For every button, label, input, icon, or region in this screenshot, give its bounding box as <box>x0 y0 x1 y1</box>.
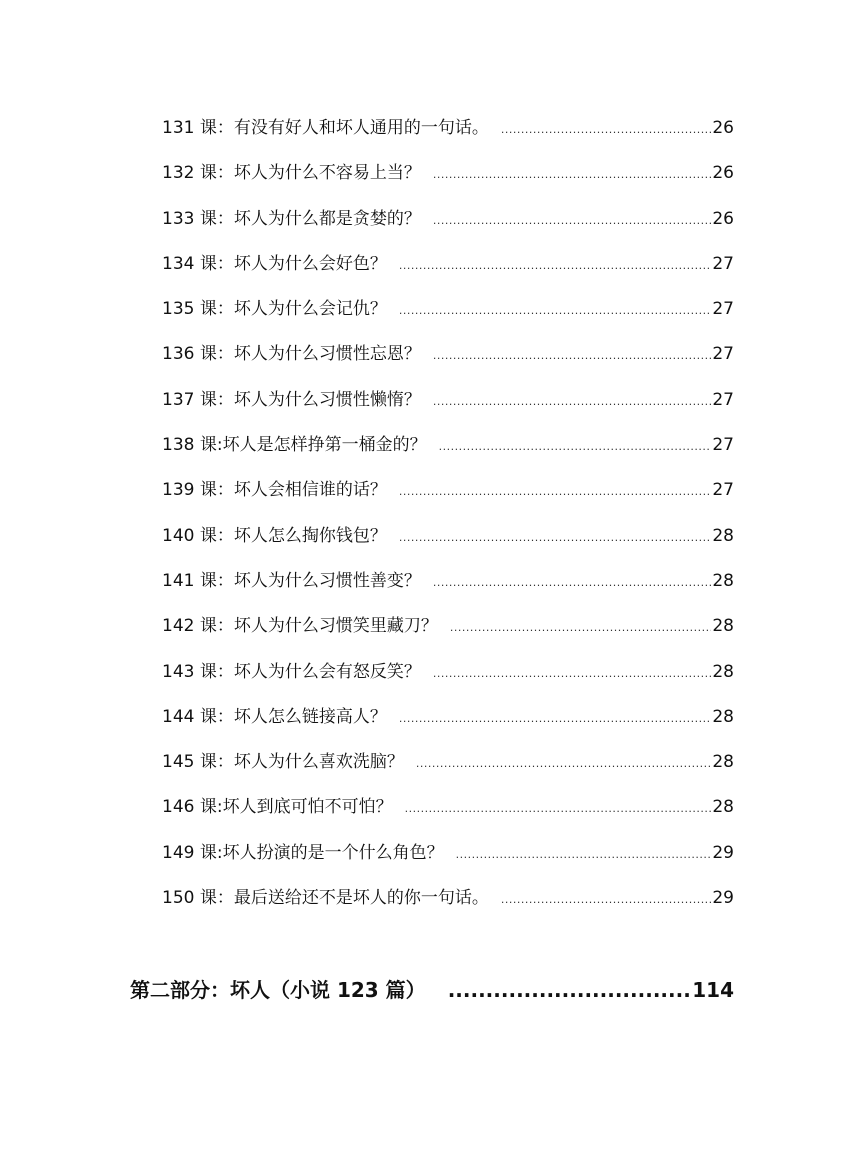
toc-entry-title: 131 课：有没有好人和坏人通用的一句话。 <box>162 118 489 138</box>
toc-entry-page: 27 <box>712 480 734 501</box>
toc-entry-page: 28 <box>712 525 734 546</box>
toc-entry-page: 27 <box>712 253 734 274</box>
toc-entry-title: 132 课：坏人为什么不容易上当？ <box>162 163 421 184</box>
toc-entry-title: 150 课：最后送给还不是坏人的你一句话。 <box>162 888 489 909</box>
toc-entry-132[interactable] <box>162 158 734 203</box>
toc-entry-page: 26 <box>712 163 734 184</box>
toc-entry-138[interactable] <box>162 430 734 475</box>
part-title: 第二部分：坏人（小说 123 篇） <box>130 978 426 1002</box>
toc-entry-title: 136 课：坏人为什么习惯性忘恩？ <box>162 344 421 365</box>
toc-entry-page: 28 <box>712 706 734 727</box>
toc-entry-134[interactable] <box>162 249 734 294</box>
toc-entry-page: 26 <box>712 208 734 229</box>
toc-entry-title: 135 课：坏人为什么会记仇？ <box>162 299 387 320</box>
toc-entry-135[interactable] <box>162 294 734 339</box>
toc-entry-140[interactable] <box>162 521 734 566</box>
toc-entry-136[interactable] <box>162 339 734 384</box>
dot-leader <box>399 296 712 326</box>
toc-entry-title: 133 课：坏人为什么都是贪婪的？ <box>162 208 421 229</box>
toc-entry-page: 26 <box>712 118 734 138</box>
toc-entry-137[interactable] <box>162 385 734 430</box>
toc-entry-133[interactable] <box>162 204 734 249</box>
toc-entry-146[interactable] <box>162 792 734 837</box>
toc-entry-page: 27 <box>712 344 734 365</box>
toc-entry-page: 28 <box>712 616 734 637</box>
toc-entry-page: 29 <box>712 842 734 863</box>
dot-leader <box>399 251 712 281</box>
toc-entry-title: 142 课：坏人为什么习惯笑里藏刀？ <box>162 616 438 637</box>
dot-leader <box>448 974 693 1006</box>
toc-entry-page: 27 <box>712 299 734 320</box>
dot-leader <box>433 387 712 417</box>
toc-part-two[interactable] <box>130 974 734 1006</box>
dot-leader <box>416 749 712 779</box>
dot-leader <box>399 477 712 507</box>
table-of-contents <box>162 113 734 928</box>
part-page: 114 <box>692 978 734 1002</box>
toc-entry-title: 145 课：坏人为什么喜欢洗脑？ <box>162 752 404 773</box>
toc-entry-title: 149 课:坏人扮演的是一个什么角色？ <box>162 842 444 863</box>
dot-leader <box>501 115 712 145</box>
dot-leader <box>433 206 712 236</box>
toc-entry-page: 27 <box>712 435 734 456</box>
toc-entry-141[interactable] <box>162 566 734 611</box>
dot-leader <box>433 341 712 371</box>
toc-entry-title: 134 课：坏人为什么会好色？ <box>162 253 387 274</box>
dot-leader <box>433 659 712 689</box>
toc-entry-title: 141 课：坏人为什么习惯性善变？ <box>162 570 421 591</box>
toc-entry-131[interactable] <box>162 113 734 158</box>
toc-entry-title: 143 课：坏人为什么会有怒反笑？ <box>162 661 421 682</box>
dot-leader <box>439 432 712 462</box>
dot-leader <box>405 794 712 824</box>
toc-entry-142[interactable] <box>162 611 734 656</box>
dot-leader <box>456 840 712 870</box>
toc-entry-title: 146 课:坏人到底可怕不可怕？ <box>162 797 393 818</box>
toc-entry-title: 139 课：坏人会相信谁的话？ <box>162 480 387 501</box>
toc-entry-149[interactable] <box>162 838 734 883</box>
dot-leader <box>399 704 712 734</box>
toc-entry-page: 28 <box>712 797 734 818</box>
toc-entry-title: 140 课：坏人怎么掏你钱包？ <box>162 525 387 546</box>
toc-entry-page: 27 <box>712 389 734 410</box>
toc-entry-143[interactable] <box>162 657 734 702</box>
toc-entry-page: 28 <box>712 752 734 773</box>
dot-leader <box>501 885 712 915</box>
toc-entry-139[interactable] <box>162 475 734 520</box>
toc-entry-title: 138 课:坏人是怎样挣第一桶金的？ <box>162 435 427 456</box>
dot-leader <box>433 568 712 598</box>
toc-entry-page: 28 <box>712 570 734 591</box>
dot-leader <box>399 523 712 553</box>
dot-leader <box>450 613 712 643</box>
toc-entry-page: 29 <box>712 888 734 909</box>
toc-entry-title: 144 课：坏人怎么链接高人？ <box>162 706 387 727</box>
toc-entry-144[interactable] <box>162 702 734 747</box>
dot-leader <box>433 160 712 190</box>
toc-entry-page: 28 <box>712 661 734 682</box>
toc-entry-title: 137 课：坏人为什么习惯性懒惰？ <box>162 389 421 410</box>
toc-entry-150[interactable] <box>162 883 734 928</box>
toc-entry-145[interactable] <box>162 747 734 792</box>
